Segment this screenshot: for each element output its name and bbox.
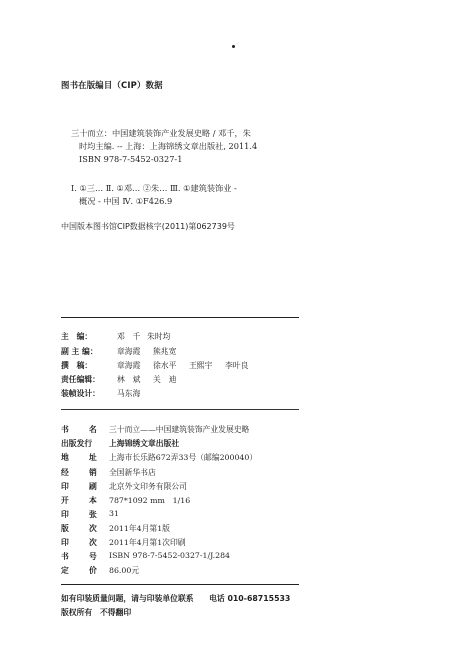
credit-row — [61, 388, 141, 400]
cip-line-5: 概况 - 中国 Ⅳ. ①F426.9 — [79, 196, 173, 206]
credit-value: 熊兆宽 — [153, 347, 177, 356]
pub-value: 2011年4月第1版 — [109, 524, 170, 533]
pub-key: 印 — [61, 510, 69, 519]
pub-value: 北京外文印务有限公司 — [109, 482, 187, 491]
pub-key: 价 — [89, 566, 97, 575]
cip-title: 图书在版编目（CIP）数据 — [61, 80, 163, 90]
credit-row — [61, 346, 177, 358]
credit-label: 副 主 编： — [61, 347, 98, 356]
footer-copyright: 版权所有 不得翻印 — [61, 608, 132, 617]
pub-value: ISBN 978-7-5452-0327-1/J.284 — [109, 551, 230, 560]
credit-row — [61, 374, 177, 386]
credit-value: 关 迪 — [153, 375, 177, 384]
pub-key: 名 — [89, 425, 97, 434]
credit-value: 徐水平 — [153, 361, 177, 370]
divider-bottom — [61, 584, 299, 585]
cip-line-6: 中国版本图书馆CIP数据核字(2011)第062739号 — [61, 222, 235, 231]
pub-value: 上海市长乐路672弄33号（邮编200040） — [109, 453, 258, 462]
pub-key: 本 — [89, 496, 97, 505]
credit-label: 装帧设计： — [61, 389, 100, 398]
pub-key: 出版发行 — [61, 439, 93, 448]
credit-value: 章海霞 — [117, 361, 141, 370]
pub-key: 印 — [61, 482, 69, 491]
credit-row — [61, 331, 171, 343]
credit-value: 王熙宇 — [189, 361, 213, 370]
pub-key: 书 — [61, 552, 69, 561]
pub-value: 787*1092 mm 1/16 — [109, 496, 191, 505]
pub-value: 三十而立——中国建筑装饰产业发展史略 — [109, 425, 250, 434]
credit-label: 责任编辑： — [61, 375, 100, 384]
pub-value: 全国新华书店 — [109, 468, 156, 477]
credit-value: 章海霞 — [117, 347, 141, 356]
pub-key: 址 — [89, 453, 97, 462]
pub-value: 2011年4月第1次印刷 — [109, 538, 186, 547]
pub-key: 书 — [61, 425, 69, 434]
credit-value: 林 斌 — [117, 375, 141, 384]
credit-value: 李叶良 — [225, 361, 249, 370]
pub-key: 开 — [61, 496, 69, 505]
credit-label: 主 编： — [61, 332, 93, 341]
pub-value: 31 — [109, 509, 119, 518]
pub-value: 上海锦绣文章出版社 — [109, 439, 180, 448]
credit-value: 马东海 — [117, 389, 141, 398]
cip-line-2: 时均主编. -- 上海：上海锦绣文章出版社, 2011.4 — [79, 141, 258, 151]
pub-key: 印 — [61, 538, 69, 547]
pub-key: 次 — [89, 524, 97, 533]
pub-key: 张 — [89, 510, 97, 519]
dot-mark — [232, 45, 235, 48]
pub-key: 定 — [61, 566, 69, 575]
divider-top — [61, 317, 299, 318]
pub-key: 版 — [61, 524, 69, 533]
pub-key: 地 — [61, 453, 69, 462]
credit-row — [61, 360, 249, 372]
pub-key: 经 — [61, 468, 69, 477]
credit-value: 邓 千 — [117, 332, 141, 341]
cip-line-4: Ⅰ. ①三… Ⅱ. ①邓… ②朱… Ⅲ. ①建筑装饰业 - — [71, 183, 237, 193]
credit-value: 朱时均 — [147, 332, 171, 341]
pub-value: 86.00元 — [109, 566, 140, 575]
credit-label: 撰 稿： — [61, 361, 93, 370]
cip-line-1: 三十而立：中国建筑装饰产业发展史略 / 邓千，朱 — [71, 128, 251, 138]
pub-key: 号 — [89, 552, 97, 561]
pub-key: 次 — [89, 538, 97, 547]
divider-middle — [61, 409, 299, 410]
footer-notice: 如有印装质量问题，请与印装单位联系 电话 010-68715533 — [61, 594, 291, 603]
cip-line-3: ISBN 978-7-5452-0327-1 — [79, 154, 183, 164]
pub-key: 刷 — [89, 482, 97, 491]
pub-key: 销 — [89, 468, 97, 477]
